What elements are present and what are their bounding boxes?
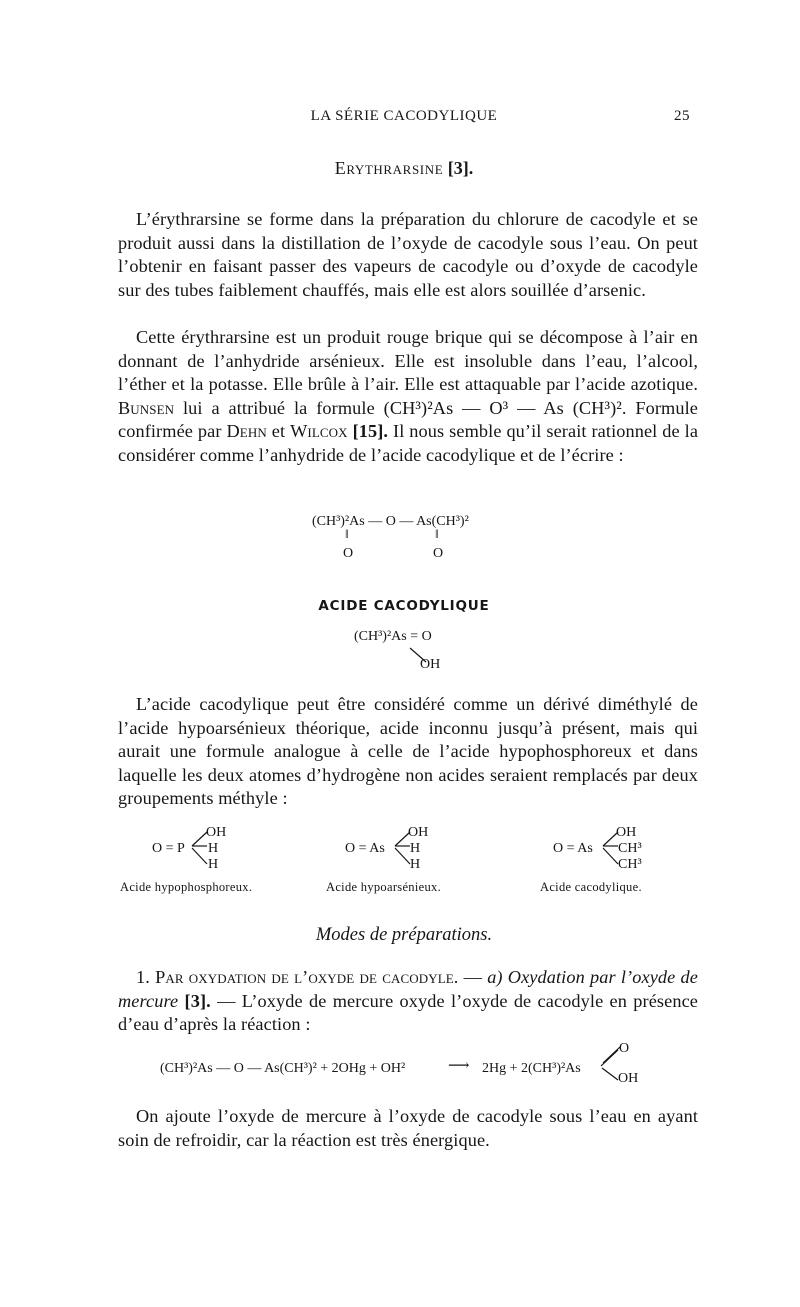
double-bond-left: ‖	[345, 526, 349, 541]
structure-2-bottom: H	[410, 857, 421, 872]
reaction-oh: OH	[618, 1071, 639, 1086]
structure-1-bottom: H	[208, 857, 219, 872]
oxygen-right: O	[433, 546, 444, 561]
author-wilcox: Wilcox	[290, 421, 348, 442]
structure-1-top: OH	[206, 825, 227, 840]
section-reference: [3].	[447, 158, 474, 178]
structure-3-center: O = As	[553, 841, 593, 856]
reaction-right: 2Hg + 2(CH³)²As	[482, 1061, 581, 1076]
running-header	[118, 108, 690, 130]
reaction-arrow: ⟶	[448, 1058, 470, 1074]
author-bunsen: Bunsen	[118, 397, 175, 418]
author-dehn: Dehn	[226, 421, 267, 442]
formula-anhydride	[312, 513, 469, 530]
paragraph-4-smallcaps: Par oxydation de l’oxyde de cacodyle.	[155, 967, 459, 987]
double-bond-right: ‖	[435, 526, 439, 541]
paragraph-1: L’érythrarsine se forme dans la préparation du chlorure de cacodyle et se produit aussi dans la distillation de l’oxyde de cacodyle sous l’eau. On peut l’obtenir en faisant passer des vapeurs de cacodyle ou d’oxyde de cacodyle sur des tubes faiblement chauffés, mais elle est alors souillée d’arsenic.	[118, 209, 698, 300]
page-number: 25	[674, 108, 690, 124]
paragraph-2-text-c: Il nous semble qu’il serait rationnel de la considérer comme l’anhydride de l’acide cacodylique et de l’écrire :	[118, 421, 699, 465]
structure-2-center: O = As	[345, 841, 385, 856]
structure-3-caption: Acide cacodylique.	[540, 880, 642, 894]
formula-acide-line: (CH³)²As = O	[354, 629, 432, 644]
structure-2-caption: Acide hypoarsénieux.	[326, 880, 441, 894]
reaction-o: O	[619, 1041, 630, 1056]
structure-2-mid: H	[410, 841, 421, 856]
paragraph-4-number: 1.	[136, 967, 150, 987]
structure-1-caption: Acide hypophosphoreux.	[120, 880, 253, 894]
formula-anhydride-line: (CH³)²As — O — As(CH³)²	[312, 514, 469, 529]
paragraph-4	[118, 966, 698, 1037]
reference-15: [15].	[352, 421, 389, 442]
section-title: Erythrarsine	[334, 158, 444, 178]
paragraph-4-reference: [3].	[184, 990, 211, 1011]
paragraph-2	[118, 326, 698, 468]
structure-1-center: O = P	[152, 841, 185, 856]
structure-3-top: OH	[616, 825, 637, 840]
running-title: LA SÉRIE CACODYLIQUE	[310, 108, 498, 124]
paragraph-2-et: et	[271, 421, 286, 442]
paragraph-2-text-b: lui a attribué la formule (CH³)²As — O³ — As (CH³)². Formule confirmée par	[118, 397, 698, 442]
formula-acide-oh: OH	[420, 657, 441, 672]
structure-3-mid: CH³	[618, 841, 642, 856]
structure-3-bottom: CH³	[618, 857, 642, 872]
structure-1-mid: H	[208, 841, 219, 856]
subheading-acide-cacodylique: ACIDE CACODYLIQUE	[318, 598, 490, 614]
reaction-left: (CH³)²As — O — As(CH³)² + 2OHg + OH²	[160, 1061, 406, 1076]
paragraph-4-rest: — L’oxyde de mercure oxyde l’oxyde de cacodyle en présence d’eau d’après la réaction :	[118, 990, 699, 1035]
section-heading-modes: Modes de préparations.	[315, 925, 493, 945]
oxygen-left: O	[343, 546, 354, 561]
paragraph-2-text-a: Cette érythrarsine est un produit rouge brique qui se décompose à l’air en donnant de l’anhydride arsénieux. Elle est insoluble dans l’eau, l’alcool, l’éther et la potasse. Elle brûle à l’air. Elle est attaquable par l’acide azotique.	[118, 327, 698, 395]
paragraph-5: On ajoute l’oxyde de mercure à l’oxyde de cacodyle sous l’eau en ayant soin de refroidir, car la réaction est très énergique.	[118, 1106, 698, 1150]
section-heading-erythrarsine	[118, 158, 690, 179]
structure-2-top: OH	[408, 825, 429, 840]
paragraph-4-dash: —	[463, 967, 483, 987]
paragraph-4-italic: a) Oxydation par l’oxyde de mercure	[118, 967, 698, 1011]
paragraph-3: L’acide cacodylique peut être considéré comme un dérivé diméthylé de l’acide hypoarsénieux théorique, acide inconnu jusqu’à présent, mais qui aurait une formule analogue à celle de l’acide hypophosphoreux et dans laquelle les deux atomes d’hydrogène non acides seraient remplacés par deux groupements méthyle :	[118, 694, 698, 809]
